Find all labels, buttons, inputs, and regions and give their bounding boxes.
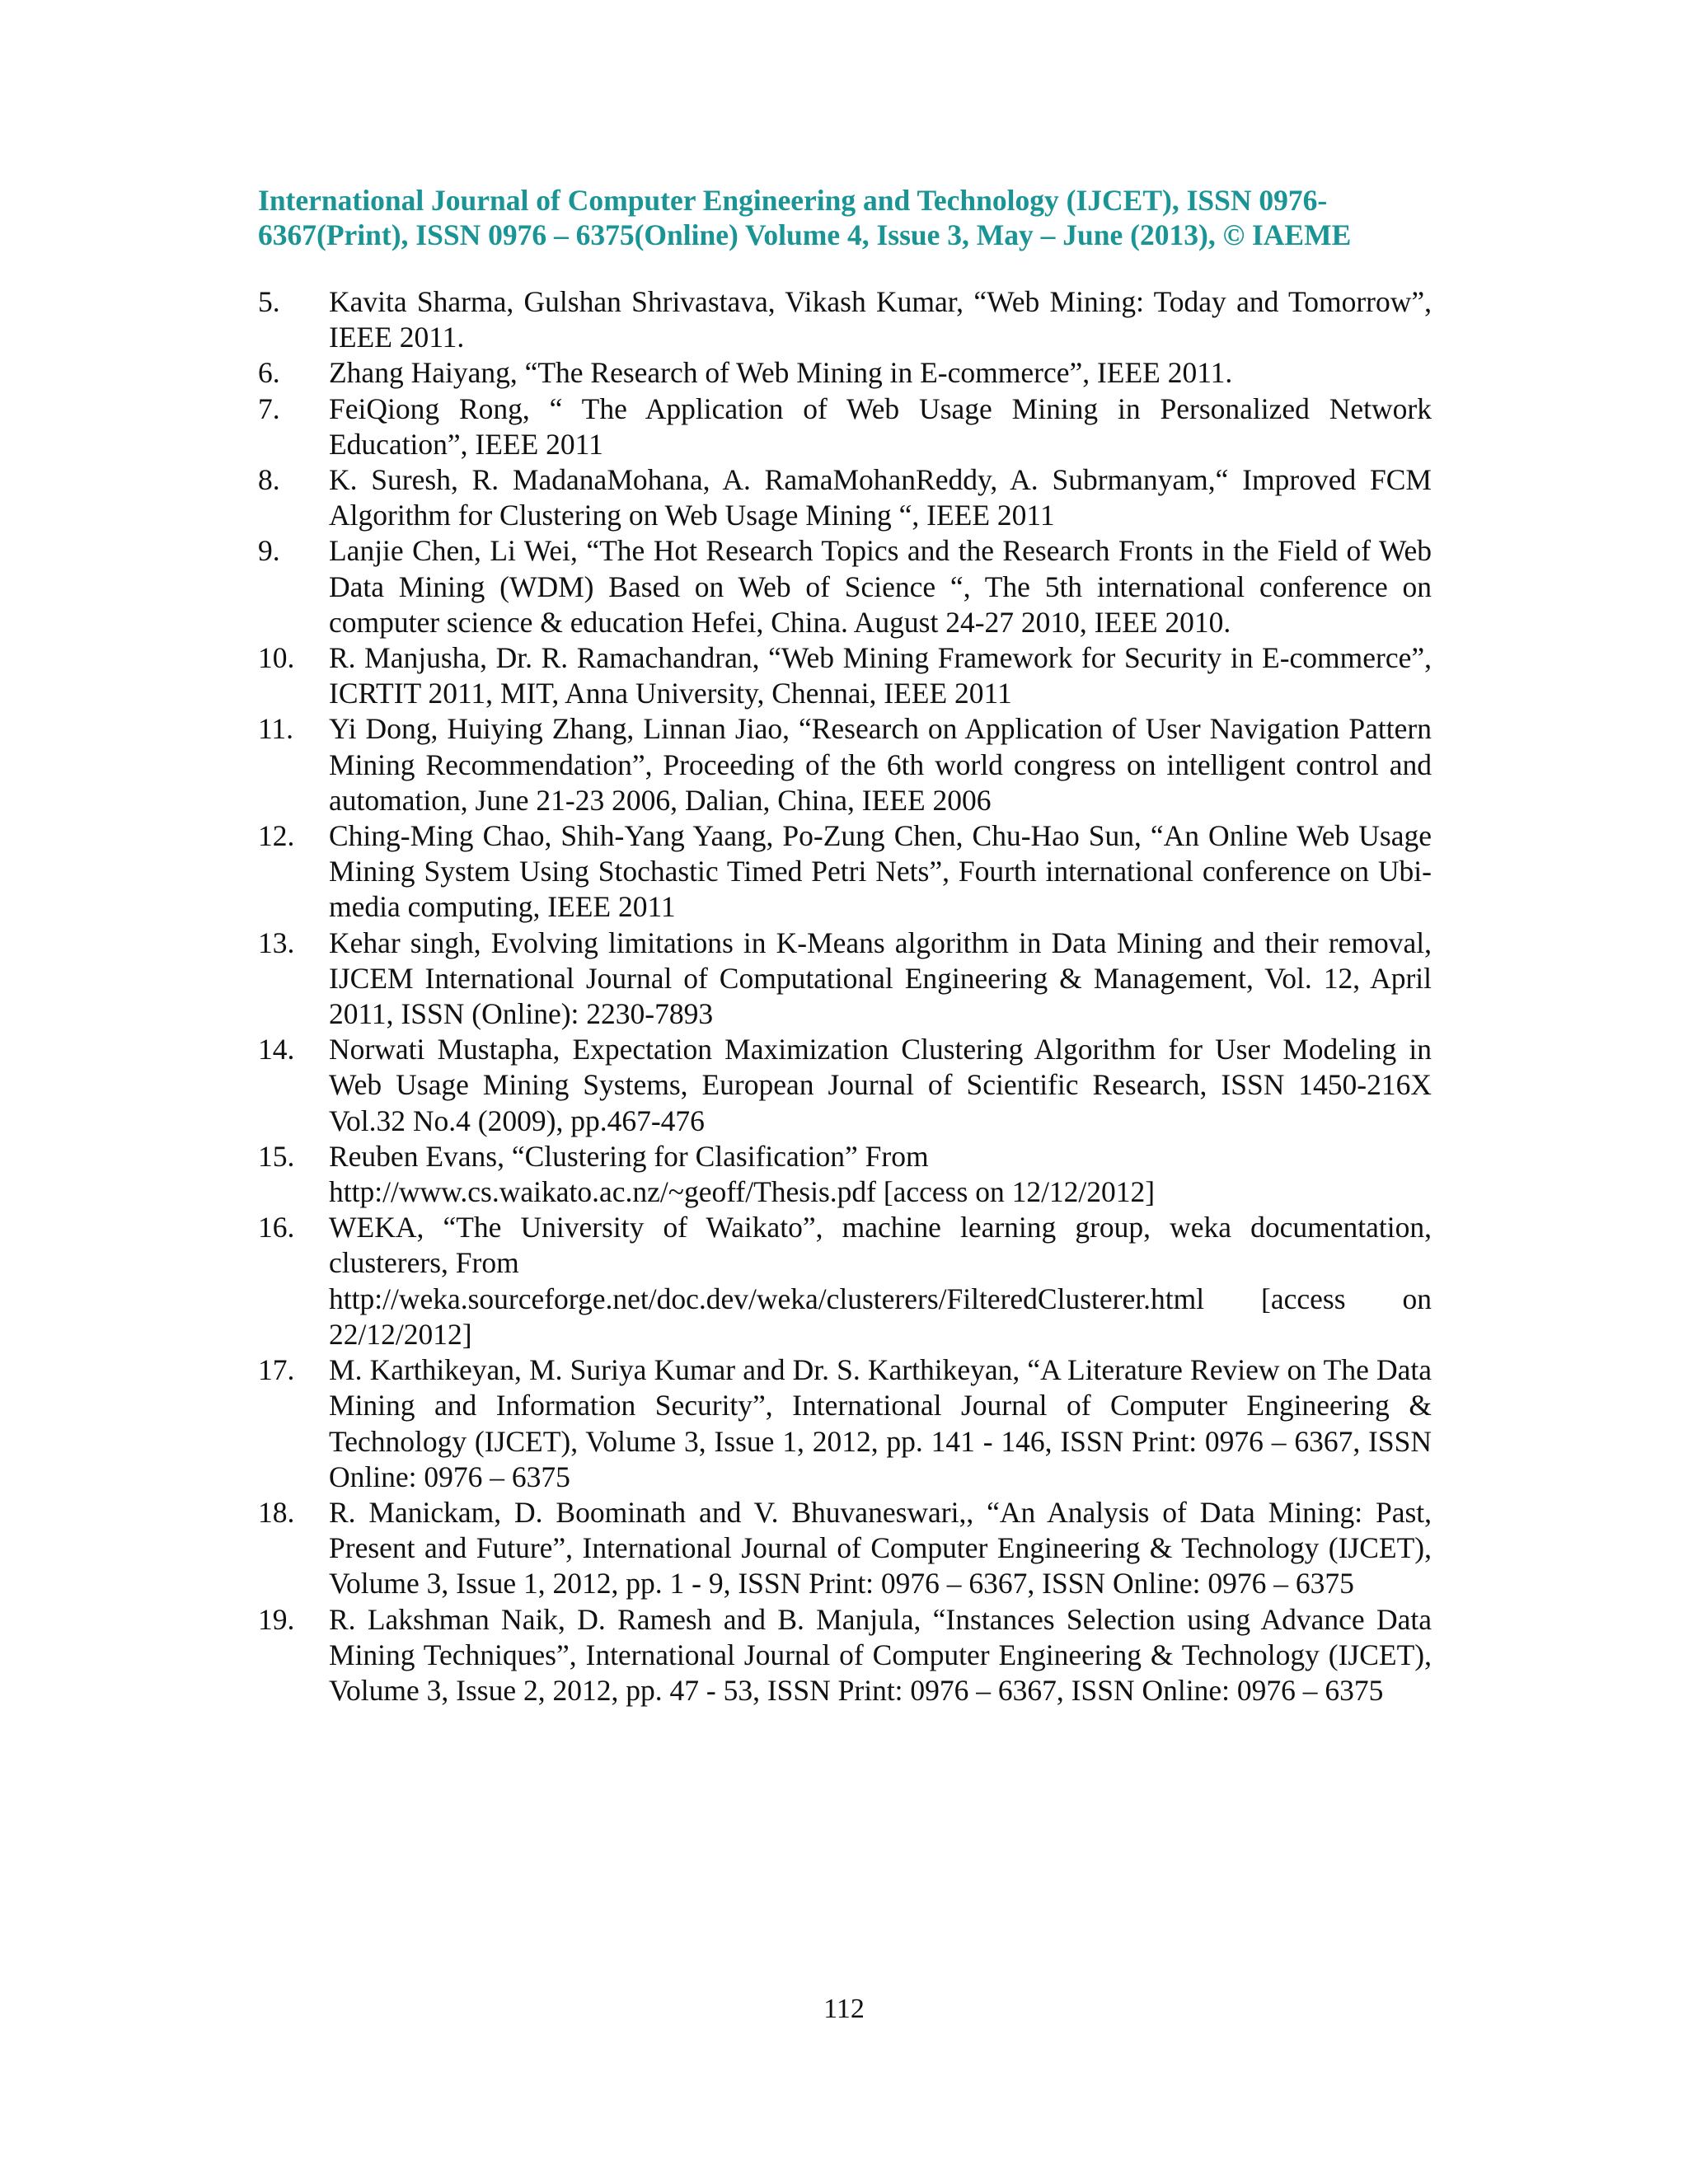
reference-text: K. Suresh, R. MadanaMohana, A. RamaMohanReddy, A. Subrmanyam,“ Improved FCM Algorithm for Clustering on Web Usage Mining “, IEEE 2011 — [329, 463, 1432, 532]
reference-item — [258, 284, 1432, 355]
reference-number: 16. — [258, 1211, 295, 1244]
journal-header — [258, 183, 1432, 252]
reference-number: 18. — [258, 1495, 295, 1529]
reference-text: Yi Dong, Huiying Zhang, Linnan Jiao, “Research on Application of User Navigation Pattern Mining Recommendation”, Proceeding of the 6th world congress on intelligent control and automation, June 21-23 2006, Dalian, China, IEEE 2006 — [329, 712, 1432, 817]
reference-url-text: http://www.cs.waikato.ac.nz/~geoff/Thesis.pdf [access on 12/12/2012] — [329, 1175, 1156, 1209]
reference-item — [258, 462, 1432, 533]
reference-item — [258, 818, 1432, 926]
journal-header-line-2: 6367(Print), ISSN 0976 – 6375(Online) Volume 4, Issue 3, May – June (2013), © IAEME — [258, 218, 1352, 251]
reference-number: 17. — [258, 1353, 295, 1387]
reference-text: Norwati Mustapha, Expectation Maximization Clustering Algorithm for User Modeling in Web Usage Mining Systems, European Journal of Scientific Research, ISSN 1450-216X Vol.32 No.4 (2009), pp.467-476 — [329, 1033, 1432, 1137]
reference-url-text: http://weka.sourceforge.net/doc.dev/weka/clusterers/FilteredClusterer.html [access on 22/12/2012] — [329, 1282, 1432, 1351]
reference-number: 13. — [258, 926, 295, 959]
reference-number: 6. — [258, 356, 280, 390]
reference-text: Kehar singh, Evolving limitations in K-Means algorithm in Data Mining and their removal, IJCEM International Journal of Computational Engineering & Management, Vol. 12, April 2011, ISSN (Online): 2230-7893 — [329, 926, 1432, 1031]
reference-item — [258, 1210, 1432, 1352]
reference-list — [258, 284, 1432, 1708]
reference-text: Kavita Sharma, Gulshan Shrivastava, Vikash Kumar, “Web Mining: Today and Tomorrow”, IEEE 2011. — [329, 285, 1432, 354]
reference-text: Zhang Haiyang, “The Research of Web Mining in E-commerce”, IEEE 2011. — [329, 356, 1233, 390]
reference-text: FeiQiong Rong, “ The Application of Web Usage Mining in Personalized Network Education”, IEEE 2011 — [329, 391, 1432, 461]
reference-number: 19. — [258, 1602, 295, 1636]
reference-number: 8. — [258, 463, 280, 497]
reference-item — [258, 1352, 1432, 1495]
reference-text: WEKA, “The University of Waikato”, machine learning group, weka documentation, clusterers, From — [329, 1211, 1432, 1280]
reference-item — [258, 926, 1432, 1033]
reference-item — [258, 640, 1432, 711]
reference-item — [258, 355, 1432, 391]
reference-text: R. Lakshman Naik, D. Ramesh and B. Manjula, “Instances Selection using Advance Data Mining Techniques”, International Journal of Computer Engineering & Technology (IJCET), Volume 3, Issue 2, 2012, pp. 47 - 53, ISSN Print: 0976 – 6367, ISSN Online: 0976 – 6375 — [329, 1602, 1432, 1707]
journal-header-line-1: International Journal of Computer Engineering and Technology (IJCET), ISSN 0976- — [258, 184, 1328, 217]
reference-text: Ching-Ming Chao, Shih-Yang Yaang, Po-Zung Chen, Chu-Hao Sun, “An Online Web Usage Mining System Using Stochastic Timed Petri Nets”, Fourth international conference on Ubi-media computing, IEEE 2011 — [329, 819, 1432, 924]
reference-item — [258, 1032, 1432, 1139]
reference-item — [258, 1139, 1432, 1210]
reference-number: 9. — [258, 534, 280, 568]
reference-number: 11. — [258, 712, 294, 746]
reference-item — [258, 391, 1432, 462]
page-number: 112 — [823, 1994, 865, 2024]
reference-item — [258, 711, 1432, 818]
reference-item — [258, 1495, 1432, 1602]
reference-number: 14. — [258, 1033, 295, 1066]
reference-number: 5. — [258, 285, 280, 318]
reference-item — [258, 533, 1432, 640]
reference-text: Reuben Evans, “Clustering for Clasification” From — [329, 1139, 929, 1173]
reference-text: Lanjie Chen, Li Wei, “The Hot Research Topics and the Research Fronts in the Field of Web Data Mining (WDM) Based on Web of Science “, The 5th international conference on computer science & education Hefei, China. August 24-27 2010, IEEE 2010. — [329, 534, 1432, 639]
reference-number: 7. — [258, 391, 280, 425]
reference-number: 12. — [258, 819, 295, 853]
reference-text: R. Manjusha, Dr. R. Ramachandran, “Web Mining Framework for Security in E-commerce”, ICRTIT 2011, MIT, Anna University, Chennai, IEEE 2011 — [329, 641, 1432, 710]
reference-text: R. Manickam, D. Boominath and V. Bhuvaneswari,, “An Analysis of Data Mining: Past, Present and Future”, International Journal of Computer Engineering & Technology (IJCET), Volume 3, Issue 1, 2012, pp. 1 - 9, ISSN Print: 0976 – 6367, ISSN Online: 0976 – 6375 — [329, 1495, 1432, 1601]
reference-text: M. Karthikeyan, M. Suriya Kumar and Dr. S. Karthikeyan, “A Literature Review on The Data Mining and Information Security”, International Journal of Computer Engineering & Technology (IJCET), Volume 3, Issue 1, 2012, pp. 141 - 146, ISSN Print: 0976 – 6367, ISSN Online: 0976 – 6375 — [329, 1353, 1432, 1493]
reference-item — [258, 1602, 1432, 1709]
reference-number: 10. — [258, 641, 295, 675]
reference-number: 15. — [258, 1139, 295, 1173]
